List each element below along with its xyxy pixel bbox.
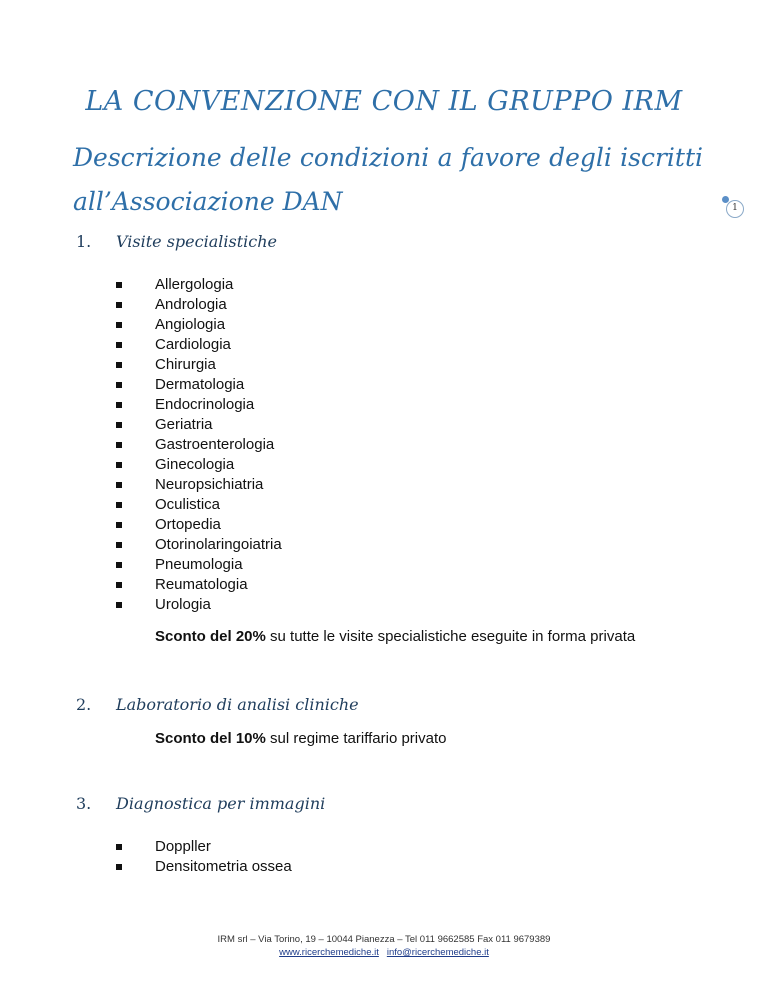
list-item-label: Dermatologia [155, 376, 245, 393]
section-2-title: Laboratorio di analisi cliniche [116, 695, 359, 714]
square-bullet-icon [116, 422, 122, 428]
list-item [116, 515, 282, 535]
list-item-label: Chirurgia [155, 356, 216, 373]
website-link[interactable]: www.ricerchemediche.it [279, 947, 379, 958]
list-item [116, 375, 282, 395]
page-number: 1 [732, 203, 738, 213]
list-item [116, 315, 282, 335]
section-1-note [155, 628, 635, 645]
section-1-list [116, 275, 282, 615]
list-item-label: Angiologia [155, 316, 226, 333]
list-item-label: Andrologia [155, 296, 227, 313]
section-2-note [155, 730, 447, 747]
square-bullet-icon [116, 302, 122, 308]
list-item [116, 575, 282, 595]
footer-address: IRM srl – Via Torino, 19 – 10044 Pianezza – Tel 011 9662585 Fax 011 9679389 [217, 934, 551, 945]
email-link[interactable]: info@ricerchemediche.it [386, 947, 489, 958]
list-item [116, 395, 282, 415]
list-item [116, 595, 282, 615]
list-item [116, 295, 282, 315]
list-item-label: Allergologia [155, 276, 234, 293]
section-3-number: 3. [76, 794, 92, 813]
section-1-number: 1. [76, 232, 92, 251]
section-2-number: 2. [76, 695, 92, 714]
page-footer [0, 933, 768, 959]
list-item [116, 275, 282, 295]
list-item [116, 435, 282, 455]
document-subtitle: Descrizione delle condizioni a favore degli iscritti all’Associazione DAN [73, 143, 703, 216]
list-item-label: Doppller [155, 838, 211, 855]
list-item-label: Neuropsichiatria [155, 476, 264, 493]
section-3-list [116, 837, 292, 877]
square-bullet-icon [116, 582, 122, 588]
page-number-marker [722, 196, 746, 220]
list-item-label: Densitometria ossea [155, 858, 292, 875]
list-item-label: Oculistica [155, 496, 221, 513]
section-1-title: Visite specialistiche [116, 232, 277, 251]
square-bullet-icon [116, 282, 122, 288]
list-item [116, 555, 282, 575]
list-item-label: Ortopedia [155, 516, 221, 533]
section-3-title: Diagnostica per immagini [116, 794, 326, 813]
list-item [116, 535, 282, 555]
square-bullet-icon [116, 522, 122, 528]
square-bullet-icon [116, 844, 122, 850]
list-item [116, 355, 282, 375]
square-bullet-icon [116, 462, 122, 468]
square-bullet-icon [116, 342, 122, 348]
list-item [116, 335, 282, 355]
list-item-label: Gastroenterologia [155, 436, 275, 453]
list-item [116, 837, 292, 857]
square-bullet-icon [116, 482, 122, 488]
square-bullet-icon [116, 402, 122, 408]
list-item-label: Reumatologia [155, 576, 248, 593]
square-bullet-icon [116, 322, 122, 328]
list-item [116, 857, 292, 877]
list-item-label: Otorinolaringoiatria [155, 536, 282, 553]
list-item-label: Cardiologia [155, 336, 231, 353]
square-bullet-icon [116, 362, 122, 368]
list-item-label: Ginecologia [155, 456, 235, 473]
footer-links [0, 946, 768, 959]
square-bullet-icon [116, 382, 122, 388]
list-item [116, 455, 282, 475]
list-item-label: Pneumologia [155, 556, 243, 573]
list-item-label: Endocrinologia [155, 396, 255, 413]
document-title: LA CONVENZIONE CON IL GRUPPO IRM [85, 86, 683, 117]
square-bullet-icon [116, 602, 122, 608]
square-bullet-icon [116, 442, 122, 448]
list-item [116, 495, 282, 515]
section-2-note-bold: Sconto del 10% [155, 730, 266, 747]
square-bullet-icon [116, 562, 122, 568]
list-item [116, 415, 282, 435]
list-item-label: Geriatria [155, 416, 213, 433]
square-bullet-icon [116, 502, 122, 508]
list-item-label: Urologia [155, 596, 211, 613]
square-bullet-icon [116, 542, 122, 548]
square-bullet-icon [116, 864, 122, 870]
section-1-note-text: su tutte le visite specialistiche eseguite in forma privata [265, 628, 636, 645]
page-marker-dot [722, 196, 729, 203]
section-2-note-text: sul regime tariffario privato [265, 730, 447, 747]
list-item [116, 475, 282, 495]
section-1-note-bold: Sconto del 20% [155, 628, 266, 645]
